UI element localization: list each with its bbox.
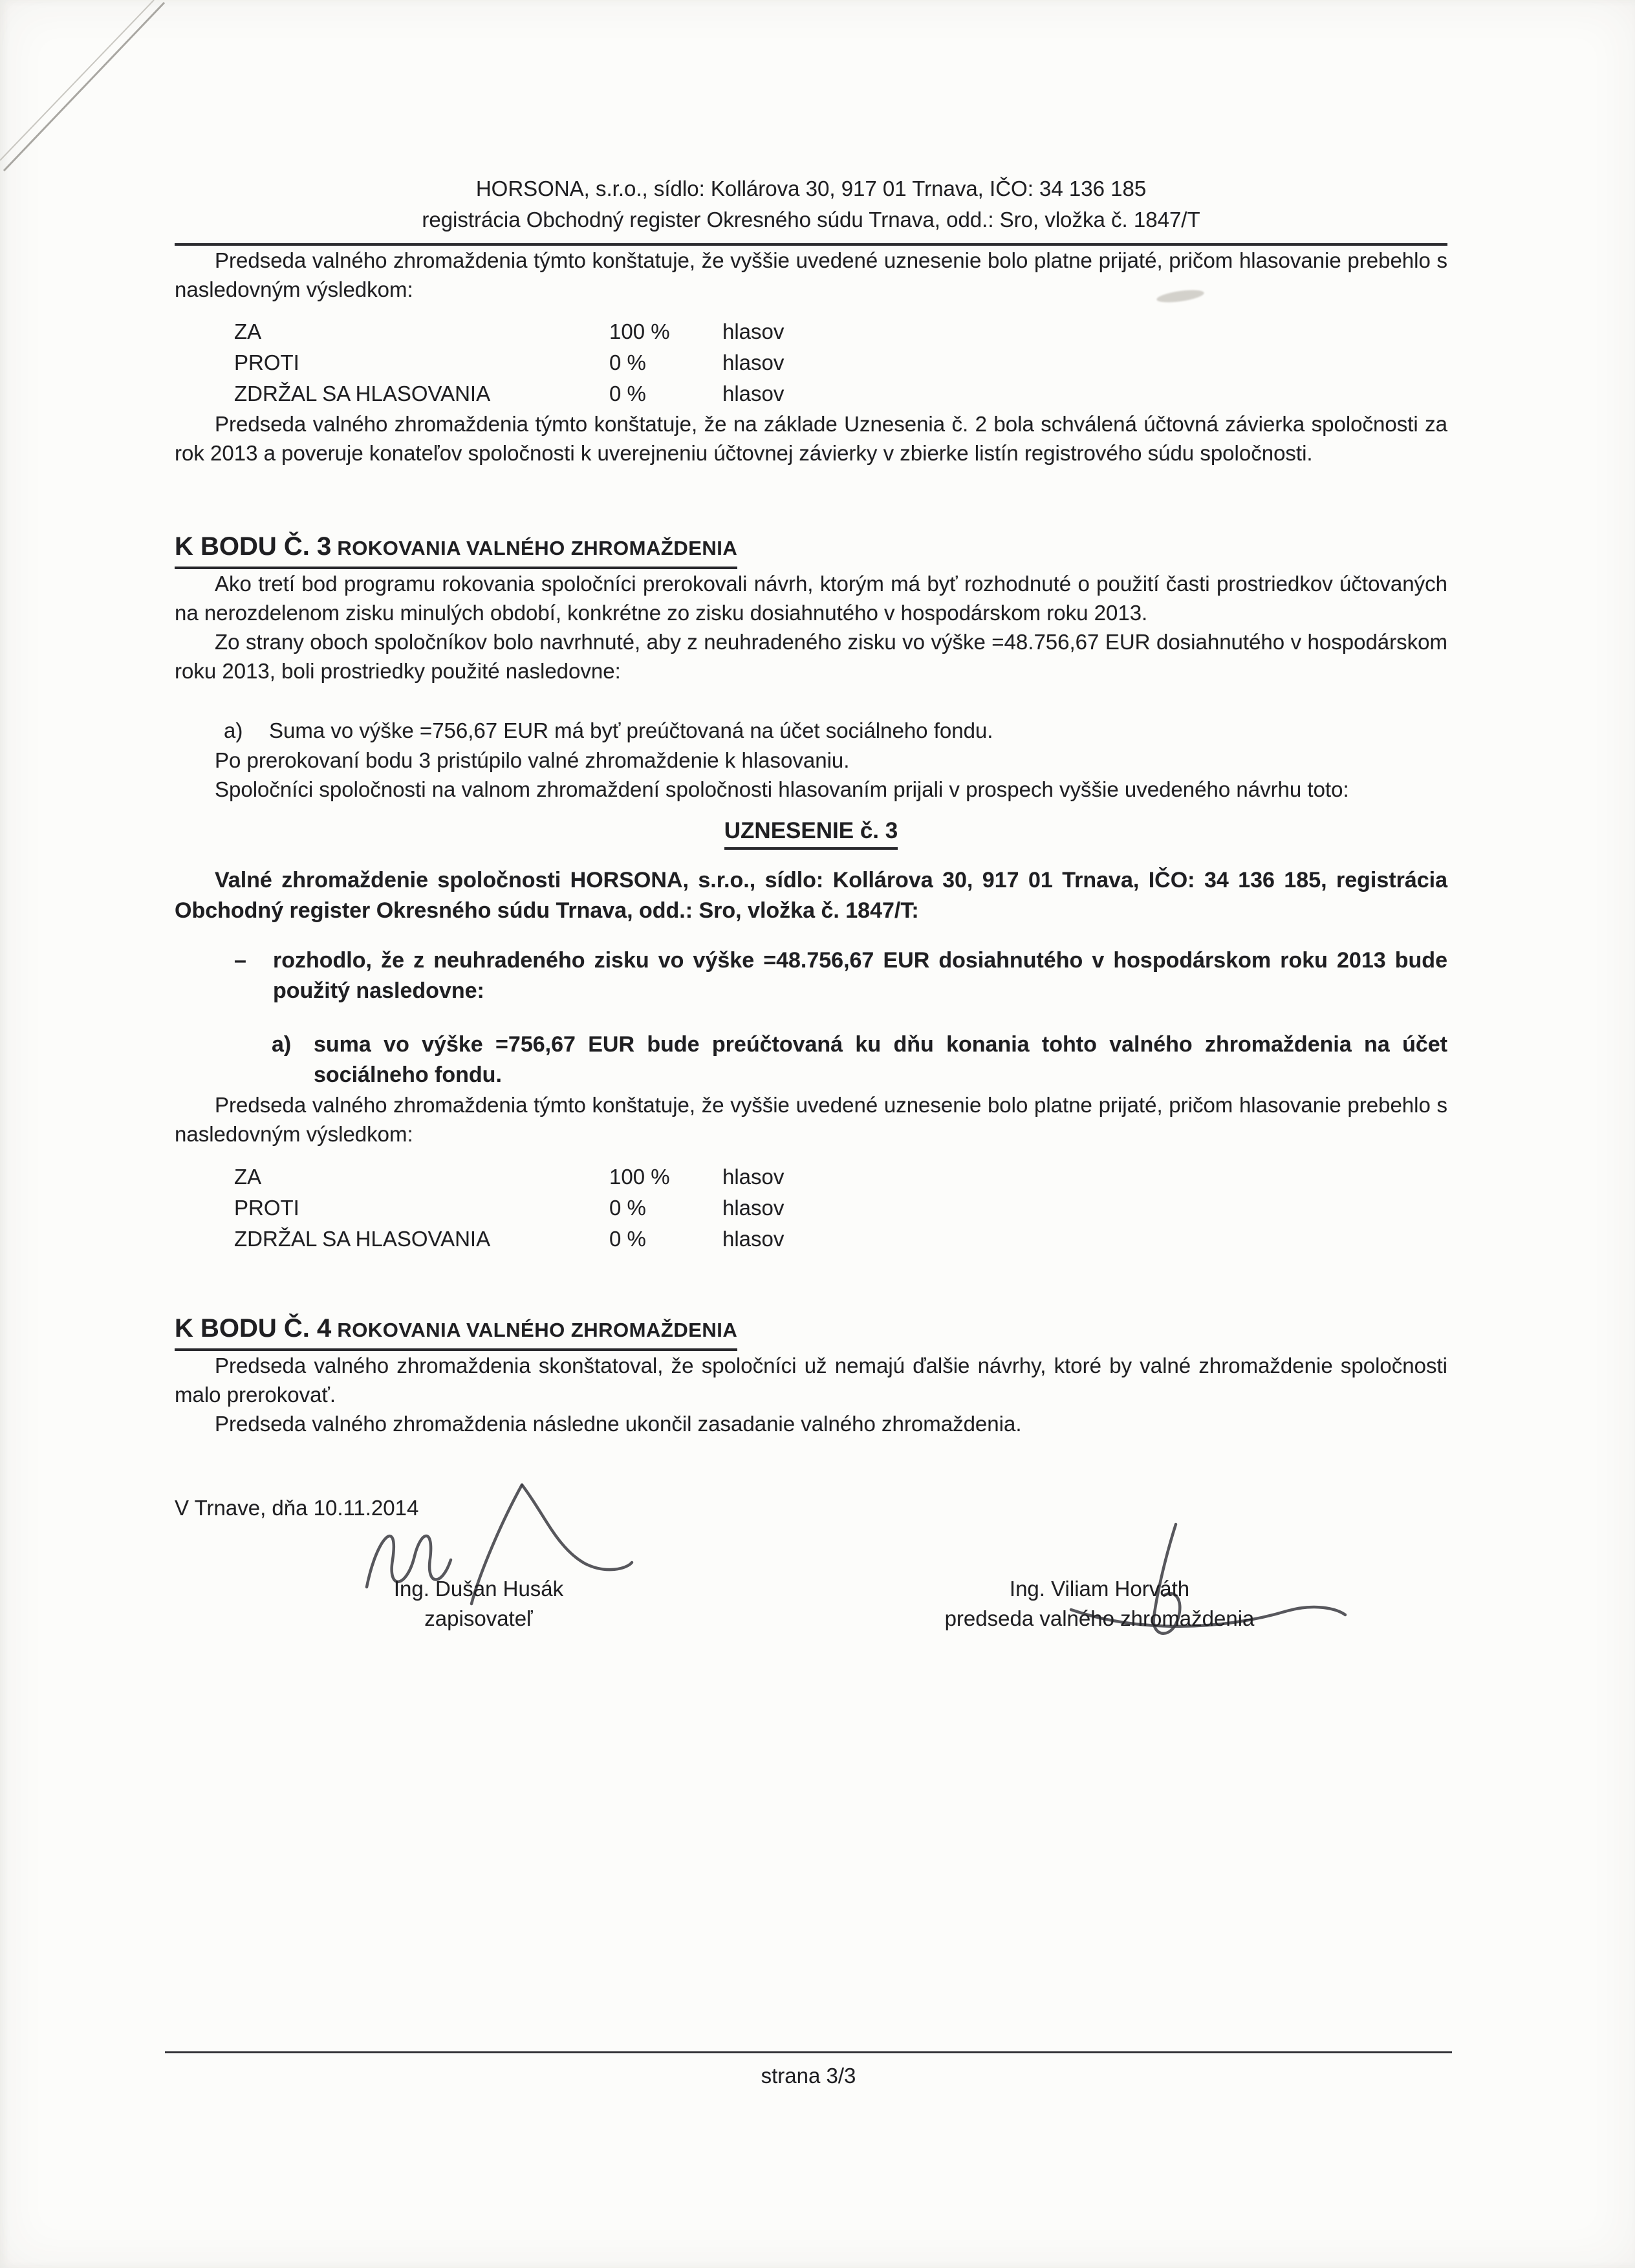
sub-item-text: suma vo výške =756,67 EUR bude preúčtovaná ku dňu konania tohto valného zhromaždenia na účet sociálneho fondu. — [314, 1032, 1447, 1087]
vote-percentage: 0 % — [609, 1227, 646, 1251]
vote-row — [234, 1193, 1447, 1224]
vote-option: ZDRŽAL SA HLASOVANIA — [234, 1227, 491, 1251]
dash-marker: – — [234, 948, 246, 973]
paragraph-meeting-closed: Predseda valného zhromaždenia následne ukončil zasadanie valného zhromaždenia. — [215, 1412, 1022, 1436]
heading-prefix: K BODU Č. 3 — [175, 532, 332, 561]
vote-option: ZA — [234, 1165, 262, 1189]
vote-option: ZDRŽAL SA HLASOVANIA — [234, 382, 491, 405]
paragraph-voting-transition: Po prerokovaní bodu 3 pristúpilo valné zhromaždenie k hlasovaniu. — [215, 748, 850, 772]
resolution-3-body: Valné zhromaždenie spoločnosti HORSONA, s.r.o., sídlo: Kollárova 30, 917 01 Trnava, IČO: 34 136 185, registrácia Obchodný register Okresného súdu Trnava, odd.: Sro, vložka č. 1847/T: — [175, 868, 1447, 923]
signatory-name: Ing. Dušan Husák — [393, 1577, 564, 1601]
dash-item-text: rozhodlo, že z neuhradeného zisku vo výške =48.756,67 EUR dosiahnutého v hospodárskom roku 2013 bude použitý nasledovne: — [273, 948, 1447, 1003]
vote-results-table-2 — [234, 1161, 1447, 1255]
paragraph-resolution-result: Predseda valného zhromaždenia týmto konštatuje, že vyššie uvedené uznesenie bolo platne prijaté, pričom hlasovanie prebehlo s nasledovným výsledkom: — [175, 248, 1447, 301]
vote-row — [234, 1224, 1447, 1255]
paragraph-point4-no-proposals: Predseda valného zhromaždenia skonštatoval, že spoločníci už nemajú ďalšie návrhy, ktoré by valné zhromaždenie spoločnosti malo prerokovať. — [175, 1354, 1447, 1407]
document-header — [175, 173, 1447, 246]
signature-block-chairman — [873, 1574, 1326, 1634]
date-place-line: V Trnave, dňa 10.11.2014 — [175, 1496, 419, 1520]
vote-percentage: 0 % — [609, 382, 646, 405]
signatory-name: Ing. Viliam Horváth — [1009, 1577, 1190, 1601]
vote-option: ZA — [234, 319, 262, 343]
vote-percentage: 100 % — [609, 1165, 670, 1189]
signatory-role: predseda valného zhromaždenia — [944, 1606, 1255, 1630]
vote-unit: hlasov — [722, 1165, 785, 1189]
signature-area — [175, 1522, 1447, 1684]
vote-results-table-1 — [234, 316, 1447, 409]
resolution-sub-item-a — [175, 1030, 1447, 1090]
paragraph-approval: Predseda valného zhromaždenia týmto konštatuje, že na základe Uznesenia č. 2 bola schválená účtovná závierka spoločnosti za rok 2013 a poveruje konateľov spoločnosti k uverejneniu účtovnej závierky v zbierke listín registrového súdu spoločnosti. — [175, 412, 1447, 465]
resolution-3-title: UZNESENIE č. 3 — [724, 818, 898, 850]
list-item-text: Suma vo výške =756,67 EUR má byť preúčtovaná na účet sociálneho fondu. — [269, 718, 993, 742]
paragraph-point3-intro: Ako tretí bod programu rokovania spoločníci prerokovali návrh, ktorým má byť rozhodnuté o použití časti prostriedkov účtovaných na nerozdelenom zisku minulých období, konkrétne zo zisku dosiahnutého v hospodárskom roku 2013. — [175, 572, 1447, 625]
vote-option: PROTI — [234, 351, 299, 374]
document-content — [175, 173, 1447, 1684]
vote-percentage: 0 % — [609, 351, 646, 374]
signature-block-recorder — [272, 1574, 686, 1634]
vote-unit: hlasov — [722, 319, 785, 343]
page-corner-fold-artifact — [0, 0, 194, 194]
company-registration-line: registrácia Obchodný register Okresného súdu Trnava, odd.: Sro, vložka č. 1847/T — [422, 208, 1200, 232]
vote-row — [234, 378, 1447, 409]
vote-option: PROTI — [234, 1196, 299, 1220]
resolution-dash-item — [175, 945, 1447, 1006]
list-marker: a) — [224, 718, 243, 742]
vote-row — [234, 316, 1447, 347]
vote-unit: hlasov — [722, 1227, 785, 1251]
page-number: strana 3/3 — [761, 2064, 856, 2088]
resolution-title-wrap — [175, 818, 1447, 850]
paragraph-shareholders-vote: Spoločníci spoločnosti na valnom zhromaždení spoločnosti hlasovaním prijali v prospech vyššie uvedeného návrhu toto: — [215, 777, 1349, 801]
vote-percentage: 100 % — [609, 319, 670, 343]
page-footer — [165, 2051, 1452, 2088]
list-item-a — [175, 716, 1447, 746]
vote-unit: hlasov — [722, 351, 785, 374]
paragraph-point3-proposal: Zo strany oboch spoločníkov bolo navrhnuté, aby z neuhradeného zisku vo výške =48.756,67 EUR dosiahnutého v hospodárskom roku 2013, boli prostriedky použité nasledovne: — [175, 630, 1447, 683]
heading-prefix: K BODU Č. 4 — [175, 1314, 332, 1343]
vote-row — [234, 347, 1447, 378]
signatory-role: zapisovateľ — [424, 1606, 533, 1630]
vote-percentage: 0 % — [609, 1196, 646, 1220]
section-heading-point-4 — [175, 1314, 1447, 1351]
paragraph-resolution3-result: Predseda valného zhromaždenia týmto konštatuje, že vyššie uvedené uznesenie bolo platne prijaté, pričom hlasovanie prebehlo s nasledovným výsledkom: — [175, 1093, 1447, 1146]
heading-rest: ROKOVANIA VALNÉHO ZHROMAŽDENIA — [331, 537, 738, 559]
vote-row — [234, 1161, 1447, 1193]
vote-unit: hlasov — [722, 1196, 785, 1220]
company-identification-line: HORSONA, s.r.o., sídlo: Kollárova 30, 917 01 Trnava, IČO: 34 136 185 — [475, 177, 1147, 200]
heading-rest: ROKOVANIA VALNÉHO ZHROMAŽDENIA — [331, 1319, 738, 1341]
vote-unit: hlasov — [722, 382, 785, 405]
section-heading-point-3 — [175, 532, 1447, 569]
list-marker: a) — [272, 1032, 292, 1057]
